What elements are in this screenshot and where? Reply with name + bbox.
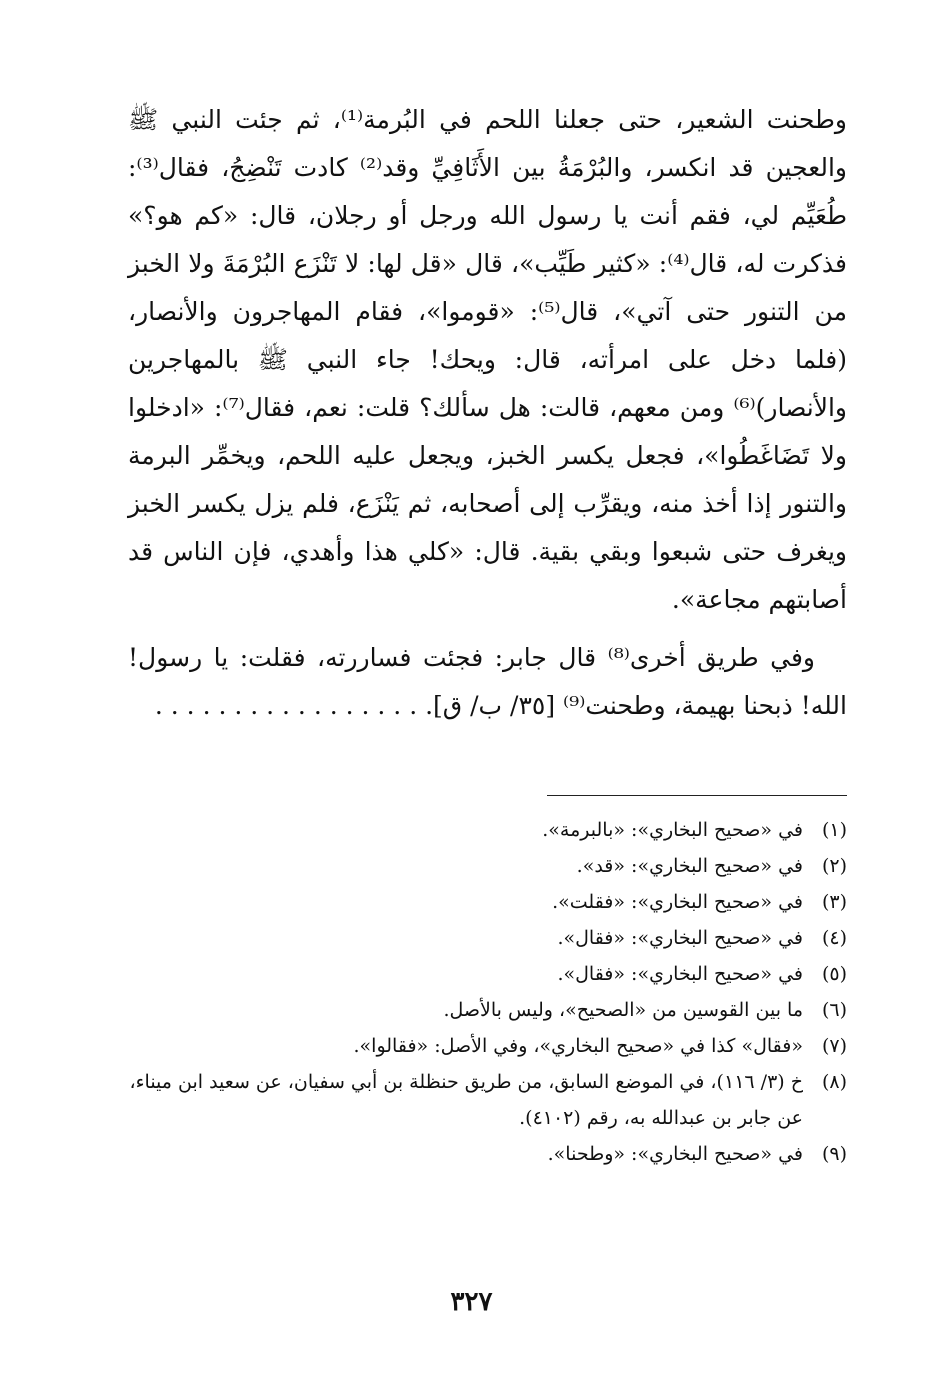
footnote-item [128,956,847,992]
footnote-item [128,1028,847,1064]
footnote-number: (٨) [821,1071,847,1093]
footnote-number: (١) [821,819,847,841]
footnote-number: (٥) [821,963,847,985]
body-paragraph-2: وفي طريق أخرى⁽⁸⁾ قال جابر: فجئت فساررته، فقلت: يا رسول! الله! ذبحنا بهيمة، وطحنت⁽⁹⁾ [٣٥/ ب/ ق]. . . . . . . . . . . . . . . . . . [128,643,847,720]
footnote-text: في «صحيح البخاري»: «فقال». [557,927,803,949]
footnote-item [128,812,847,848]
footnote-text: في «صحيح البخاري»: «فقال». [557,963,803,985]
footnote-number: (٧) [821,1035,847,1057]
footnote-number: (٩) [821,1143,847,1165]
footnote-number: (٦) [821,999,847,1021]
footnote-number: (٣) [821,891,847,913]
footnote-text: في «صحيح البخاري»: «وطحنا». [547,1143,803,1165]
footnote-item [128,884,847,920]
footnote-item [128,1064,847,1136]
body-paragraph-1: وطحنت الشعير، حتى جعلنا اللحم في البُرمة⁽¹⁾، ثم جئت النبي ﷺ والعجين قد انكسر، والبُرْمَةُ بين الأَثَافِيِّ وقد⁽²⁾ كادت تَنْضِجُ، فقال⁽³⁾: طُعَيِّم لي، فقم أنت يا رسول الله ورجل أو رجلان، قال: «كم هو؟» فذكرت له، قال⁽⁴⁾: «كثير طَيِّب»، قال «قل لها: لا تَنْزَع البُرْمَةَ ولا الخبز من التنور حتى آتي»، قال⁽⁵⁾: «قوموا»، فقام المهاجرون والأنصار، (فلما دخل على امرأته، قال: ويحك! جاء النبي ﷺ بالمهاجرين والأنصار)⁽⁶⁾ ومن معهم، قالت: هل سألك؟ قلت: نعم، فقال⁽⁷⁾: «ادخلوا ولا تَضَاغَطُوا»، فجعل يكسر الخبز، ويجعل عليه اللحم، ويخمِّر البرمة والتنور إذا أخذ منه، ويقرِّب إلى أصحابه، ثم يَنْزَع، فلم يزل يكسر الخبز ويغرف حتى شبعوا وبقي بقية. قال: «كلي هذا وأهدي، فإن الناس قد أصابتهم مجاعة». [128,105,847,614]
footnote-text: «فقال» كذا في «صحيح البخاري»، وفي الأصل: «فقالوا». [353,1035,803,1057]
footnotes-list [128,812,847,1172]
footnote-item [128,992,847,1028]
footnote-text: في «صحيح البخاري»: «قد». [576,855,803,877]
main-text-block [128,96,847,730]
footnote-divider [547,795,847,796]
footnote-text: في «صحيح البخاري»: «فقلت». [552,891,803,913]
footnote-text: خ (٣/ ١١٦)، في الموضع السابق، من طريق حنظلة بن أبي سفيان، عن سعيد ابن ميناء، عن جابر بن عبدالله به، رقم (٤١٠٢). [129,1071,803,1129]
footnote-item [128,848,847,884]
footnote-number: (٤) [821,927,847,949]
footnote-number: (٢) [821,855,847,877]
page-number: ٣٢٧ [450,1287,493,1317]
footnote-text: في «صحيح البخاري»: «بالبرمة». [542,819,803,841]
footnote-item [128,920,847,956]
footnote-text: ما بين القوسين من «الصحيح»، وليس بالأصل. [443,999,803,1021]
footnote-item [128,1136,847,1172]
